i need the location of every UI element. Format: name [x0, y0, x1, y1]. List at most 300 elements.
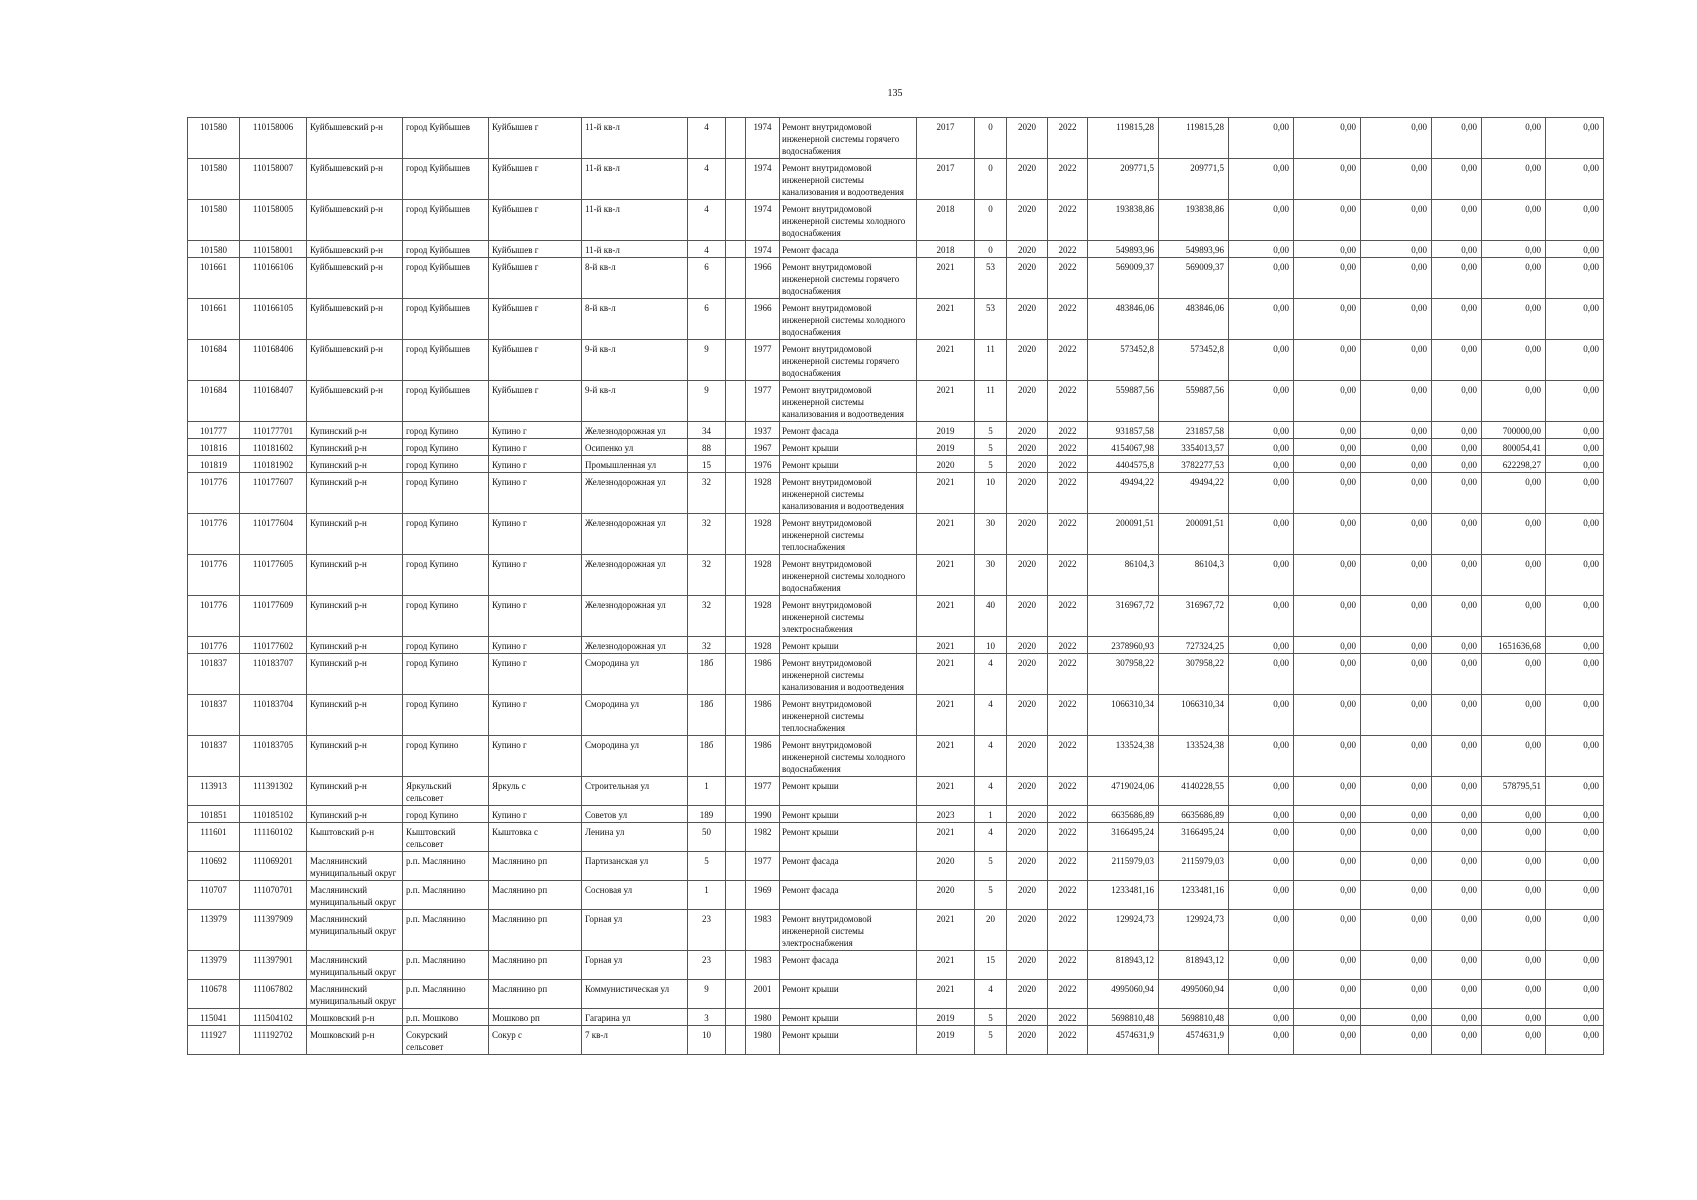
- cell-work-id: 111192702: [240, 1026, 307, 1055]
- cell-fund-cost: 209771,5: [1159, 159, 1229, 200]
- cell-total-cost: 569009,37: [1088, 258, 1159, 299]
- cell-building: [726, 637, 746, 654]
- cell-planned-year: 2021: [917, 980, 975, 1009]
- cell-end-year: 2022: [1048, 159, 1088, 200]
- cell-start-year: 2020: [1007, 200, 1048, 241]
- cell-regional-budget: 0,00: [1294, 881, 1361, 910]
- cell-wear-percent: 0: [975, 241, 1007, 258]
- cell-federal-budget: 0,00: [1229, 806, 1294, 823]
- cell-house-id: 101580: [188, 200, 240, 241]
- cell-wear-percent: 5: [975, 1026, 1007, 1055]
- cell-municipality: город Куйбышев: [403, 381, 489, 422]
- cell-start-year: 2020: [1007, 881, 1048, 910]
- cell-house-number: 32: [688, 473, 726, 514]
- cell-start-year: 2020: [1007, 695, 1048, 736]
- cell-end-year: 2022: [1048, 514, 1088, 555]
- cell-owners-funds: 800054,41: [1482, 439, 1546, 456]
- cell-planned-year: 2023: [917, 806, 975, 823]
- cell-house-id: 101776: [188, 514, 240, 555]
- cell-building: [726, 1026, 746, 1055]
- cell-start-year: 2020: [1007, 637, 1048, 654]
- cell-street: 11-й кв-л: [582, 241, 688, 258]
- cell-locality: Кыштовка с: [489, 823, 582, 852]
- table-row: [188, 555, 1604, 596]
- cell-year-built: 1983: [746, 910, 780, 951]
- cell-extra-funds: 0,00: [1546, 654, 1604, 695]
- cell-municipality: Сокурский сельсовет: [403, 1026, 489, 1055]
- cell-work-type: Ремонт фасада: [780, 241, 917, 258]
- cell-municipality: город Купино: [403, 514, 489, 555]
- cell-work-id: 111504102: [240, 1009, 307, 1026]
- cell-extra-funds: 0,00: [1546, 456, 1604, 473]
- cell-street: Осипенко ул: [582, 439, 688, 456]
- cell-end-year: 2022: [1048, 340, 1088, 381]
- cell-regional-budget: 0,00: [1294, 980, 1361, 1009]
- table-row: [188, 381, 1604, 422]
- cell-local-budget: 0,00: [1361, 980, 1432, 1009]
- table-row: [188, 159, 1604, 200]
- cell-work-id: 111397901: [240, 951, 307, 980]
- cell-owners-funds: 0,00: [1482, 910, 1546, 951]
- cell-extra-funds: 0,00: [1546, 118, 1604, 159]
- cell-building: [726, 1009, 746, 1026]
- cell-owners-funds: 0,00: [1482, 555, 1546, 596]
- cell-building: [726, 695, 746, 736]
- cell-district: Купинский р-н: [307, 777, 403, 806]
- cell-fund-cost: 129924,73: [1159, 910, 1229, 951]
- cell-work-type: Ремонт внутридомовой инженерной системы горячего водоснабжения: [780, 340, 917, 381]
- cell-work-id: 110177607: [240, 473, 307, 514]
- cell-owners-funds: 0,00: [1482, 881, 1546, 910]
- cell-owners-funds: 0,00: [1482, 299, 1546, 340]
- cell-start-year: 2020: [1007, 736, 1048, 777]
- cell-work-type: Ремонт внутридомовой инженерной системы горячего водоснабжения: [780, 118, 917, 159]
- cell-building: [726, 241, 746, 258]
- cell-end-year: 2022: [1048, 980, 1088, 1009]
- cell-house-number: 50: [688, 823, 726, 852]
- cell-total-cost: 549893,96: [1088, 241, 1159, 258]
- cell-end-year: 2022: [1048, 456, 1088, 473]
- cell-other-source: 0,00: [1432, 118, 1482, 159]
- cell-extra-funds: 0,00: [1546, 951, 1604, 980]
- cell-house-id: 101837: [188, 736, 240, 777]
- cell-wear-percent: 5: [975, 1009, 1007, 1026]
- cell-house-number: 6: [688, 299, 726, 340]
- cell-other-source: 0,00: [1432, 637, 1482, 654]
- cell-street: Железнодорожная ул: [582, 514, 688, 555]
- cell-federal-budget: 0,00: [1229, 473, 1294, 514]
- table-row: [188, 439, 1604, 456]
- cell-municipality: город Купино: [403, 555, 489, 596]
- cell-fund-cost: 569009,37: [1159, 258, 1229, 299]
- cell-planned-year: 2019: [917, 422, 975, 439]
- cell-fund-cost: 6635686,89: [1159, 806, 1229, 823]
- cell-owners-funds: 0,00: [1482, 980, 1546, 1009]
- cell-local-budget: 0,00: [1361, 951, 1432, 980]
- cell-other-source: 0,00: [1432, 514, 1482, 555]
- cell-other-source: 0,00: [1432, 596, 1482, 637]
- cell-total-cost: 2115979,03: [1088, 852, 1159, 881]
- cell-planned-year: 2018: [917, 241, 975, 258]
- cell-municipality: р.п. Маслянино: [403, 951, 489, 980]
- cell-other-source: 0,00: [1432, 200, 1482, 241]
- cell-start-year: 2020: [1007, 1026, 1048, 1055]
- cell-district: Куйбышевский р-н: [307, 258, 403, 299]
- cell-total-cost: 818943,12: [1088, 951, 1159, 980]
- cell-owners-funds: 0,00: [1482, 736, 1546, 777]
- cell-building: [726, 881, 746, 910]
- cell-total-cost: 6635686,89: [1088, 806, 1159, 823]
- cell-building: [726, 654, 746, 695]
- cell-work-type: Ремонт внутридомовой инженерной системы горячего водоснабжения: [780, 258, 917, 299]
- cell-local-budget: 0,00: [1361, 910, 1432, 951]
- cell-building: [726, 200, 746, 241]
- cell-locality: Куйбышев г: [489, 200, 582, 241]
- cell-year-built: 1983: [746, 951, 780, 980]
- cell-house-id: 111601: [188, 823, 240, 852]
- cell-regional-budget: 0,00: [1294, 439, 1361, 456]
- cell-year-built: 2001: [746, 980, 780, 1009]
- cell-street: 9-й кв-л: [582, 381, 688, 422]
- cell-work-type: Ремонт крыши: [780, 1009, 917, 1026]
- cell-total-cost: 133524,38: [1088, 736, 1159, 777]
- cell-extra-funds: 0,00: [1546, 736, 1604, 777]
- cell-start-year: 2020: [1007, 422, 1048, 439]
- cell-house-id: 110707: [188, 881, 240, 910]
- cell-locality: Куйбышев г: [489, 159, 582, 200]
- cell-house-id: 101777: [188, 422, 240, 439]
- cell-end-year: 2022: [1048, 881, 1088, 910]
- cell-planned-year: 2021: [917, 736, 975, 777]
- cell-regional-budget: 0,00: [1294, 514, 1361, 555]
- cell-work-type: Ремонт внутридомовой инженерной системы канализования и водоотведения: [780, 654, 917, 695]
- cell-local-budget: 0,00: [1361, 881, 1432, 910]
- cell-year-built: 1977: [746, 340, 780, 381]
- cell-district: Маслянинский муниципальный округ: [307, 910, 403, 951]
- cell-regional-budget: 0,00: [1294, 118, 1361, 159]
- cell-fund-cost: 549893,96: [1159, 241, 1229, 258]
- cell-extra-funds: 0,00: [1546, 299, 1604, 340]
- cell-planned-year: 2021: [917, 340, 975, 381]
- cell-wear-percent: 10: [975, 637, 1007, 654]
- cell-local-budget: 0,00: [1361, 777, 1432, 806]
- cell-house-id: 101776: [188, 555, 240, 596]
- cell-local-budget: 0,00: [1361, 456, 1432, 473]
- cell-federal-budget: 0,00: [1229, 637, 1294, 654]
- cell-street: Сосновая ул: [582, 881, 688, 910]
- cell-extra-funds: 0,00: [1546, 555, 1604, 596]
- cell-end-year: 2022: [1048, 823, 1088, 852]
- cell-wear-percent: 4: [975, 980, 1007, 1009]
- cell-regional-budget: 0,00: [1294, 299, 1361, 340]
- cell-work-type: Ремонт внутридомовой инженерной системы холодного водоснабжения: [780, 736, 917, 777]
- cell-start-year: 2020: [1007, 258, 1048, 299]
- cell-wear-percent: 0: [975, 118, 1007, 159]
- cell-year-built: 1928: [746, 555, 780, 596]
- cell-start-year: 2020: [1007, 555, 1048, 596]
- cell-district: Купинский р-н: [307, 456, 403, 473]
- cell-building: [726, 806, 746, 823]
- cell-local-budget: 0,00: [1361, 473, 1432, 514]
- cell-locality: Купино г: [489, 695, 582, 736]
- cell-street: Железнодорожная ул: [582, 473, 688, 514]
- cell-municipality: р.п. Маслянино: [403, 881, 489, 910]
- cell-work-id: 111391302: [240, 777, 307, 806]
- cell-regional-budget: 0,00: [1294, 555, 1361, 596]
- cell-other-source: 0,00: [1432, 439, 1482, 456]
- table-row: [188, 777, 1604, 806]
- cell-regional-budget: 0,00: [1294, 951, 1361, 980]
- cell-building: [726, 299, 746, 340]
- cell-work-type: Ремонт внутридомовой инженерной системы холодного водоснабжения: [780, 200, 917, 241]
- cell-total-cost: 307958,22: [1088, 654, 1159, 695]
- cell-total-cost: 86104,3: [1088, 555, 1159, 596]
- cell-year-built: 1990: [746, 806, 780, 823]
- cell-owners-funds: 0,00: [1482, 852, 1546, 881]
- cell-start-year: 2020: [1007, 1009, 1048, 1026]
- cell-regional-budget: 0,00: [1294, 654, 1361, 695]
- cell-municipality: р.п. Маслянино: [403, 910, 489, 951]
- cell-total-cost: 4154067,98: [1088, 439, 1159, 456]
- cell-end-year: 2022: [1048, 118, 1088, 159]
- cell-work-type: Ремонт внутридомовой инженерной системы канализования и водоотведения: [780, 473, 917, 514]
- cell-year-built: 1982: [746, 823, 780, 852]
- cell-house-number: 15: [688, 456, 726, 473]
- cell-work-id: 110158006: [240, 118, 307, 159]
- cell-planned-year: 2021: [917, 555, 975, 596]
- cell-municipality: город Куйбышев: [403, 118, 489, 159]
- cell-locality: Мошково рп: [489, 1009, 582, 1026]
- cell-locality: Куйбышев г: [489, 299, 582, 340]
- cell-locality: Купино г: [489, 596, 582, 637]
- cell-other-source: 0,00: [1432, 340, 1482, 381]
- cell-district: Куйбышевский р-н: [307, 381, 403, 422]
- cell-municipality: город Куйбышев: [403, 241, 489, 258]
- cell-locality: Купино г: [489, 806, 582, 823]
- cell-local-budget: 0,00: [1361, 118, 1432, 159]
- cell-planned-year: 2021: [917, 823, 975, 852]
- cell-owners-funds: 578795,51: [1482, 777, 1546, 806]
- cell-municipality: Яркульский сельсовет: [403, 777, 489, 806]
- cell-owners-funds: 0,00: [1482, 340, 1546, 381]
- cell-house-number: 189: [688, 806, 726, 823]
- cell-owners-funds: 622298,27: [1482, 456, 1546, 473]
- cell-building: [726, 439, 746, 456]
- cell-year-built: 1974: [746, 200, 780, 241]
- cell-start-year: 2020: [1007, 456, 1048, 473]
- cell-municipality: город Купино: [403, 596, 489, 637]
- cell-planned-year: 2021: [917, 258, 975, 299]
- cell-wear-percent: 11: [975, 340, 1007, 381]
- cell-federal-budget: 0,00: [1229, 422, 1294, 439]
- cell-federal-budget: 0,00: [1229, 852, 1294, 881]
- cell-year-built: 1980: [746, 1009, 780, 1026]
- cell-extra-funds: 0,00: [1546, 514, 1604, 555]
- cell-planned-year: 2017: [917, 118, 975, 159]
- cell-other-source: 0,00: [1432, 299, 1482, 340]
- cell-house-id: 101580: [188, 241, 240, 258]
- cell-district: Куйбышевский р-н: [307, 159, 403, 200]
- cell-fund-cost: 3782277,53: [1159, 456, 1229, 473]
- cell-house-id: 101580: [188, 118, 240, 159]
- cell-extra-funds: 0,00: [1546, 596, 1604, 637]
- cell-total-cost: 209771,5: [1088, 159, 1159, 200]
- cell-other-source: 0,00: [1432, 159, 1482, 200]
- cell-federal-budget: 0,00: [1229, 381, 1294, 422]
- cell-building: [726, 118, 746, 159]
- cell-wear-percent: 30: [975, 555, 1007, 596]
- cell-house-id: 101837: [188, 654, 240, 695]
- cell-house-id: 115041: [188, 1009, 240, 1026]
- cell-start-year: 2020: [1007, 951, 1048, 980]
- cell-work-type: Ремонт внутридомовой инженерной системы холодного водоснабжения: [780, 555, 917, 596]
- cell-building: [726, 555, 746, 596]
- cell-owners-funds: 0,00: [1482, 258, 1546, 299]
- cell-work-type: Ремонт фасада: [780, 881, 917, 910]
- cell-work-type: Ремонт крыши: [780, 806, 917, 823]
- cell-fund-cost: 2115979,03: [1159, 852, 1229, 881]
- cell-house-id: 110692: [188, 852, 240, 881]
- cell-locality: Купино г: [489, 439, 582, 456]
- cell-start-year: 2020: [1007, 910, 1048, 951]
- cell-planned-year: 2021: [917, 654, 975, 695]
- table-row: [188, 654, 1604, 695]
- cell-municipality: город Купино: [403, 473, 489, 514]
- cell-other-source: 0,00: [1432, 654, 1482, 695]
- cell-house-number: 1: [688, 777, 726, 806]
- cell-start-year: 2020: [1007, 118, 1048, 159]
- cell-planned-year: 2019: [917, 1026, 975, 1055]
- cell-wear-percent: 0: [975, 159, 1007, 200]
- cell-year-built: 1980: [746, 1026, 780, 1055]
- cell-federal-budget: 0,00: [1229, 777, 1294, 806]
- cell-other-source: 0,00: [1432, 473, 1482, 514]
- cell-other-source: 0,00: [1432, 695, 1482, 736]
- cell-planned-year: 2021: [917, 299, 975, 340]
- cell-end-year: 2022: [1048, 555, 1088, 596]
- cell-house-number: 4: [688, 159, 726, 200]
- cell-house-id: 101819: [188, 456, 240, 473]
- cell-year-built: 1974: [746, 159, 780, 200]
- cell-municipality: Кыштовский сельсовет: [403, 823, 489, 852]
- cell-federal-budget: 0,00: [1229, 1009, 1294, 1026]
- cell-work-id: 110183705: [240, 736, 307, 777]
- cell-work-type: Ремонт внутридомовой инженерной системы холодного водоснабжения: [780, 299, 917, 340]
- cell-work-id: 110183707: [240, 654, 307, 695]
- table-row: [188, 118, 1604, 159]
- cell-wear-percent: 5: [975, 439, 1007, 456]
- cell-fund-cost: 316967,72: [1159, 596, 1229, 637]
- cell-locality: Куйбышев г: [489, 241, 582, 258]
- cell-house-id: 101837: [188, 695, 240, 736]
- cell-year-built: 1928: [746, 596, 780, 637]
- cell-year-built: 1966: [746, 299, 780, 340]
- cell-extra-funds: 0,00: [1546, 806, 1604, 823]
- cell-fund-cost: 3354013,57: [1159, 439, 1229, 456]
- cell-regional-budget: 0,00: [1294, 200, 1361, 241]
- cell-federal-budget: 0,00: [1229, 654, 1294, 695]
- cell-work-id: 111070701: [240, 881, 307, 910]
- cell-work-id: 111397909: [240, 910, 307, 951]
- cell-district: Купинский р-н: [307, 654, 403, 695]
- cell-district: Мошковский р-н: [307, 1009, 403, 1026]
- cell-fund-cost: 307958,22: [1159, 654, 1229, 695]
- cell-total-cost: 200091,51: [1088, 514, 1159, 555]
- cell-municipality: город Куйбышев: [403, 258, 489, 299]
- cell-street: Железнодорожная ул: [582, 637, 688, 654]
- cell-work-type: Ремонт фасада: [780, 852, 917, 881]
- cell-house-number: 18б: [688, 654, 726, 695]
- cell-building: [726, 823, 746, 852]
- cell-work-id: 111160102: [240, 823, 307, 852]
- cell-total-cost: 316967,72: [1088, 596, 1159, 637]
- cell-work-id: 110166106: [240, 258, 307, 299]
- cell-building: [726, 456, 746, 473]
- cell-total-cost: 4404575,8: [1088, 456, 1159, 473]
- cell-total-cost: 573452,8: [1088, 340, 1159, 381]
- cell-federal-budget: 0,00: [1229, 1026, 1294, 1055]
- cell-start-year: 2020: [1007, 340, 1048, 381]
- cell-year-built: 1966: [746, 258, 780, 299]
- cell-house-number: 32: [688, 514, 726, 555]
- cell-locality: Маслянино рп: [489, 951, 582, 980]
- cell-regional-budget: 0,00: [1294, 852, 1361, 881]
- cell-work-type: Ремонт крыши: [780, 777, 917, 806]
- cell-house-id: 101661: [188, 299, 240, 340]
- cell-start-year: 2020: [1007, 777, 1048, 806]
- cell-district: Куйбышевский р-н: [307, 299, 403, 340]
- cell-federal-budget: 0,00: [1229, 823, 1294, 852]
- table-row: [188, 951, 1604, 980]
- table-row: [188, 736, 1604, 777]
- cell-other-source: 0,00: [1432, 951, 1482, 980]
- cell-building: [726, 951, 746, 980]
- cell-regional-budget: 0,00: [1294, 456, 1361, 473]
- cell-other-source: 0,00: [1432, 1009, 1482, 1026]
- cell-work-type: Ремонт крыши: [780, 456, 917, 473]
- cell-wear-percent: 15: [975, 951, 1007, 980]
- cell-fund-cost: 818943,12: [1159, 951, 1229, 980]
- cell-municipality: город Куйбышев: [403, 340, 489, 381]
- cell-end-year: 2022: [1048, 736, 1088, 777]
- cell-regional-budget: 0,00: [1294, 381, 1361, 422]
- cell-local-budget: 0,00: [1361, 241, 1432, 258]
- cell-house-id: 101684: [188, 340, 240, 381]
- cell-end-year: 2022: [1048, 299, 1088, 340]
- cell-district: Куйбышевский р-н: [307, 200, 403, 241]
- cell-owners-funds: 0,00: [1482, 1026, 1546, 1055]
- cell-extra-funds: 0,00: [1546, 980, 1604, 1009]
- cell-work-id: 110177604: [240, 514, 307, 555]
- cell-end-year: 2022: [1048, 777, 1088, 806]
- cell-end-year: 2022: [1048, 910, 1088, 951]
- cell-fund-cost: 231857,58: [1159, 422, 1229, 439]
- capital-repair-table: [187, 117, 1604, 1055]
- cell-district: Купинский р-н: [307, 473, 403, 514]
- cell-federal-budget: 0,00: [1229, 340, 1294, 381]
- cell-federal-budget: 0,00: [1229, 200, 1294, 241]
- table-row: [188, 340, 1604, 381]
- cell-locality: Купино г: [489, 736, 582, 777]
- cell-owners-funds: 0,00: [1482, 951, 1546, 980]
- cell-other-source: 0,00: [1432, 910, 1482, 951]
- cell-work-id: 110181602: [240, 439, 307, 456]
- cell-building: [726, 596, 746, 637]
- cell-end-year: 2022: [1048, 473, 1088, 514]
- cell-work-id: 110166105: [240, 299, 307, 340]
- cell-house-number: 4: [688, 118, 726, 159]
- cell-local-budget: 0,00: [1361, 637, 1432, 654]
